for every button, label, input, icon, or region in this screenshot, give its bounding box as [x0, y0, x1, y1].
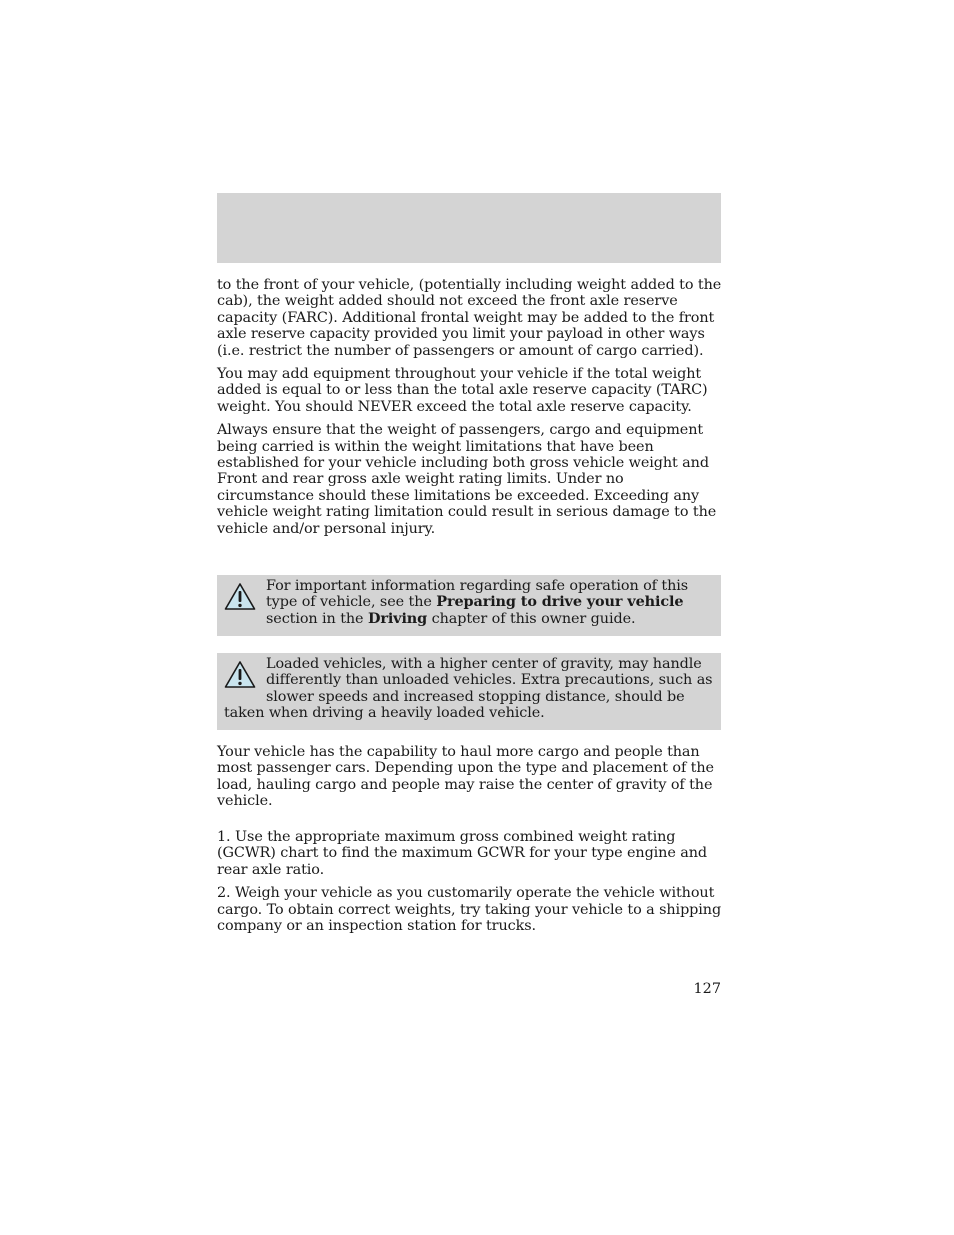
- paragraph-capability: Your vehicle has the capability to haul more cargo and people than most passenger cars. Depending upon the type and placement of the load, hauling cargo and people may raise the center of gravity of the vehicle.: [217, 744, 714, 810]
- warning-text: chapter of this owner guide.: [427, 610, 636, 627]
- warning-text: section in the: [266, 610, 368, 627]
- paragraph-weight-limits: Always ensure that the weight of passengers, cargo and equipment being carried is within the weight limitations that have been established for your vehicle including both gross vehicle weight and Front and rear gross axle weight rating limits. Under no circumstance should these limitations be exceeded. Exceeding any vehicle weight rating limitation could result in serious damage to the vehicle and/or personal injury.: [217, 422, 717, 537]
- warning-bold-section: Preparing to drive your vehicle: [436, 593, 684, 611]
- page-number: 127: [693, 981, 721, 997]
- body-text: [217, 277, 723, 544]
- warning-box-center-of-gravity: [217, 653, 721, 730]
- steps-list: [217, 829, 723, 941]
- section-header-bar: [217, 193, 721, 263]
- step-item: 2. Weigh your vehicle as you customarily operate the vehicle without cargo. To obtain correct weights, try taking your vehicle to a shipping company or an inspection station for trucks.: [217, 885, 722, 935]
- paragraph-front-axle: to the front of your vehicle, (potentially including weight added to the cab), the weight added should not exceed the front axle reserve capacity (FARC). Additional frontal weight may be added to the front axle reserve capacity provided you limit your payload in other ways (i.e. restrict the number of passengers or amount of cargo carried).: [217, 277, 722, 359]
- warning-box-safe-operation: [217, 575, 721, 636]
- warning-triangle-icon: [224, 660, 256, 689]
- body-text-capability: [217, 744, 723, 817]
- warning-text: For important information regarding safe operation of this type of vehicle, see the: [266, 578, 689, 611]
- warning-triangle-icon: [224, 582, 256, 611]
- step-item: 1. Use the appropriate maximum gross combined weight rating (GCWR) chart to find the maximum GCWR for your type engine and rear axle ratio.: [217, 829, 708, 878]
- warning-bold-chapter: Driving: [367, 609, 428, 627]
- paragraph-equipment: You may add equipment throughout your vehicle if the total weight added is equal to or less than the total axle reserve capacity (TARC) weight. You should NEVER exceed the total axle reserve capacity.: [217, 366, 708, 415]
- warning-text: Loaded vehicles, with a higher center of gravity, may handle differently than unloaded vehicles. Extra precautions, such as slower speeds and increased stopping distance, should be taken when driving a heavily loaded vehicle.: [224, 656, 713, 722]
